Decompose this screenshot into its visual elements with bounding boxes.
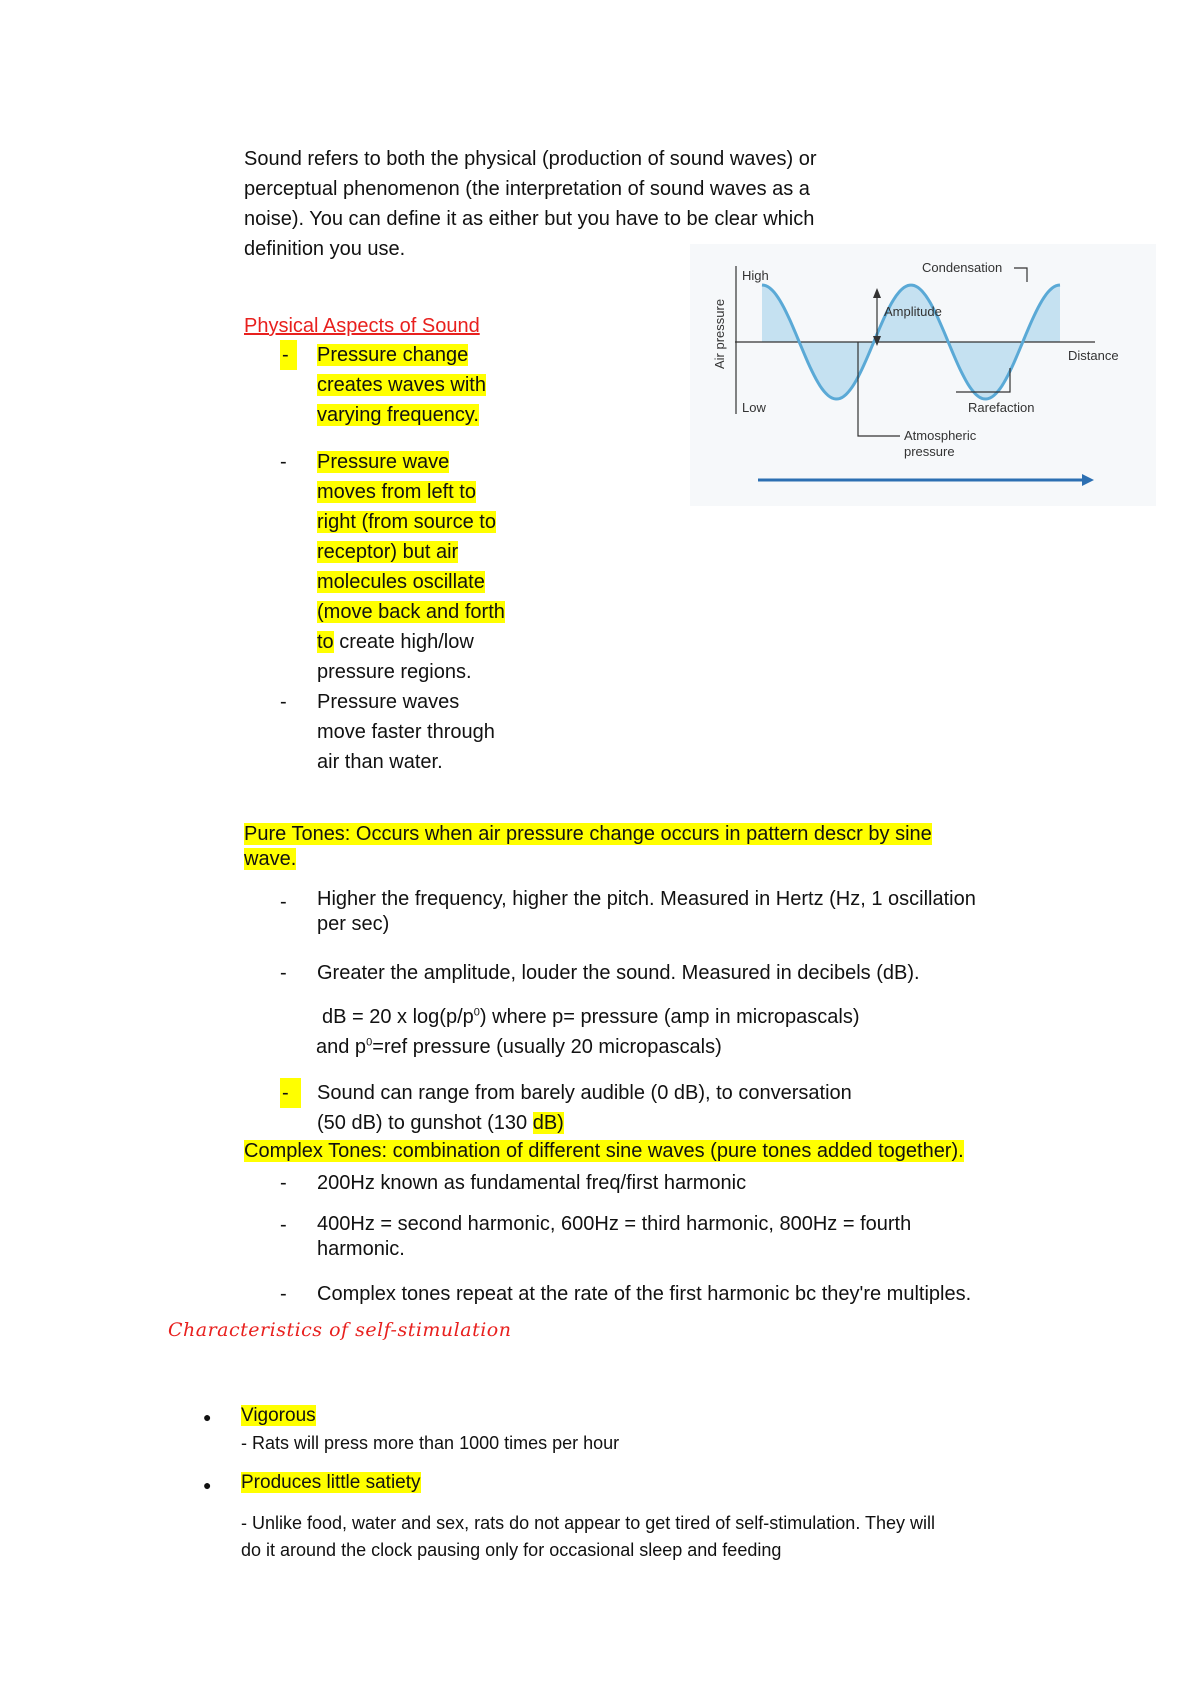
text-line: creates waves with xyxy=(317,374,486,396)
text-line: move faster through xyxy=(317,721,495,743)
dash-marker: - xyxy=(280,891,287,913)
text-line: Complex Tones: combination of different sine waves (pure tones added together). xyxy=(244,1140,964,1162)
figure-background xyxy=(690,244,1156,506)
text-line: per sec) xyxy=(317,913,390,935)
intro-line: perceptual phenomenon (the interpretation of sound waves as a xyxy=(244,178,810,200)
low-label: Low xyxy=(742,400,766,415)
condensation-label: Condensation xyxy=(922,260,1003,275)
self-stimulation-heading: Characteristics of self-stimulation xyxy=(168,1319,512,1341)
text-line: pressure regions. xyxy=(317,661,472,683)
pure-tones-heading xyxy=(244,822,932,872)
dash-marker: - xyxy=(280,691,287,713)
amplitude-label: Amplitude xyxy=(884,304,942,319)
text-line: Pure Tones: Occurs when air pressure change occurs in pattern descr by sine xyxy=(244,823,932,845)
high-label: High xyxy=(742,268,769,283)
dash-marker: - xyxy=(280,451,287,473)
text-line: Pressure change xyxy=(317,344,469,366)
complex-bullet-2 xyxy=(317,1212,911,1262)
sound-wave-diagram xyxy=(690,244,1156,506)
text-line: dB) xyxy=(532,1112,564,1134)
dash-marker: - xyxy=(280,962,287,984)
distance-label: Distance xyxy=(1068,348,1119,363)
text-line: Higher the frequency, higher the pitch. Measured in Hertz (Hz, 1 oscillation xyxy=(317,888,976,910)
text-line: Pressure waves xyxy=(317,691,460,713)
text-line: Pressure wave xyxy=(317,451,450,473)
intro-line: definition you use. xyxy=(244,238,406,260)
physical-bullet-3 xyxy=(317,687,495,777)
self-bullet-1-text: - Rats will press more than 1000 times per hour xyxy=(241,1433,620,1453)
formula-block xyxy=(316,1002,860,1062)
intro-line: Sound refers to both the physical (production of sound waves) or xyxy=(244,148,817,170)
self-bullet-2-title xyxy=(241,1469,421,1497)
text-line: moves from left to xyxy=(317,481,476,503)
dash-marker: - xyxy=(280,340,297,370)
pure-bullet-3 xyxy=(317,1078,852,1138)
text-line: Vigorous xyxy=(241,1405,316,1426)
text-line: to xyxy=(317,631,334,653)
text-line: varying frequency. xyxy=(317,404,479,426)
text-line: 400Hz = second harmonic, 600Hz = third harmonic, 800Hz = fourth xyxy=(317,1213,912,1235)
text-line: molecules oscillate xyxy=(317,571,485,593)
intro-line: noise). You can define it as either but you have to be clear which xyxy=(244,208,815,230)
text-line: (50 dB) to gunshot (130 xyxy=(317,1112,533,1134)
atmospheric-label-2: pressure xyxy=(904,444,955,459)
dash-marker: - xyxy=(280,1214,287,1236)
physical-bullet-1 xyxy=(317,340,486,430)
text-line: air than water. xyxy=(317,751,443,773)
self-bullet-1-title xyxy=(241,1402,316,1430)
atmospheric-label-1: Atmospheric xyxy=(904,428,977,443)
self-bullet-2-text xyxy=(241,1510,935,1564)
complex-tones-heading xyxy=(244,1136,964,1166)
rarefaction-label: Rarefaction xyxy=(968,400,1035,415)
pure-bullet-2: Greater the amplitude, louder the sound. Measured in decibels (dB). xyxy=(317,962,920,984)
text-line: wave. xyxy=(244,848,297,870)
dash-marker: - xyxy=(280,1078,301,1108)
text-line: (move back and forth xyxy=(317,601,505,623)
physical-heading: Physical Aspects of Sound xyxy=(244,315,480,337)
text-line: do it around the clock pausing only for occasional sleep and feeding xyxy=(241,1540,782,1560)
y-axis-label: Air pressure xyxy=(712,298,727,369)
bullet-marker: ● xyxy=(203,1477,212,1493)
text-line: harmonic. xyxy=(317,1238,405,1260)
text-line: right (from source to xyxy=(317,511,496,533)
text-line: receptor) but air xyxy=(317,541,459,563)
complex-bullet-3: Complex tones repeat at the rate of the first harmonic bc they're multiples. xyxy=(317,1283,972,1305)
dash-marker: - xyxy=(280,1172,287,1194)
text-line: Produces little satiety xyxy=(241,1472,421,1493)
pure-bullet-1 xyxy=(317,887,976,937)
formula-line-2: and $p^0=ref$ pressure (usually 20 micropascals) xyxy=(316,1036,722,1058)
formula-line-1: dB = 20 x $\log(p/p^0)$ where p= pressure (amp in micropascals) xyxy=(322,1006,860,1028)
dash-marker: - xyxy=(280,1283,287,1305)
complex-bullet-1: 200Hz known as fundamental freq/first harmonic xyxy=(317,1172,747,1194)
text-line: Sound can range from barely audible (0 dB), to conversation xyxy=(317,1082,852,1104)
text-line: create high/low xyxy=(333,631,474,653)
bullet-marker: ● xyxy=(203,1409,212,1425)
physical-bullet-2 xyxy=(317,447,505,687)
text-line: - Unlike food, water and sex, rats do not appear to get tired of self-stimulation. They will xyxy=(241,1513,936,1533)
